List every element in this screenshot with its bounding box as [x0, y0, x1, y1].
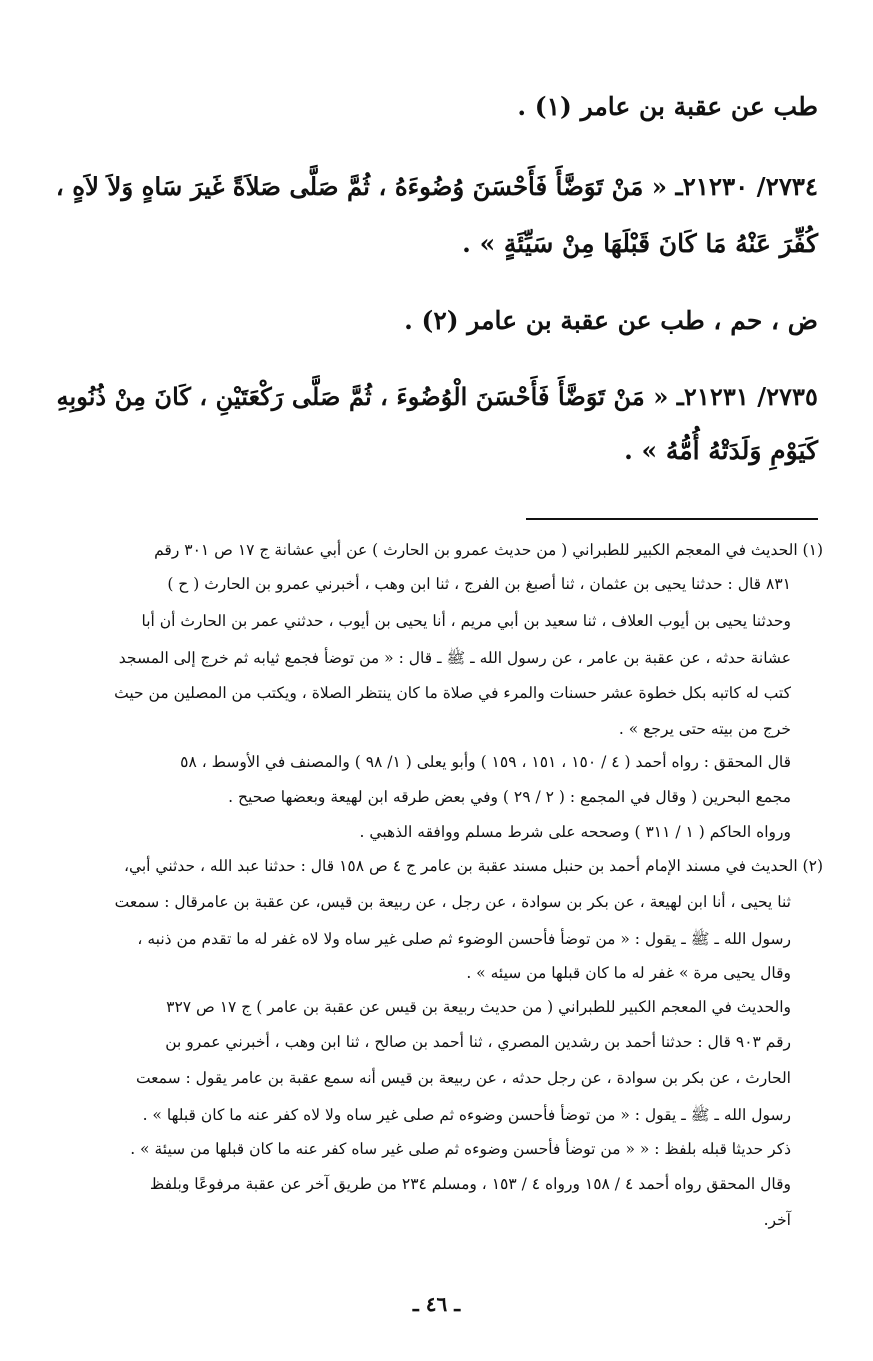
footnote-2-line: والحديث في المعجم الكبير للطبراني ( من حديث ربيعة بن قيس عن عقبة بن عامر ) ج ١٧ ص ٣٢٧ — [166, 998, 791, 1016]
footnote-1-line: قال المحقق : رواه أحمد ( ٤ / ١٥٠ ، ١٥١ ، ١٥٩ ) وأبو يعلى ( ١/ ٩٨ ) والمصنف في الأوسط ، ٥٨ — [180, 753, 791, 771]
hadith-2734-line-2: كُفِّرَ عَنْهُ مَا كَانَ قَبْلَهَا مِنْ سَيِّئَةٍ » . — [462, 229, 818, 258]
hadith-2734-line-1: ٢٧٣٤/ ٢١٢٣٠ـ « مَنْ تَوَضَّأَ فَأَحْسَنَ وُضُوءَهُ ، ثُمَّ صَلَّى صَلاَةً غَيرَ سَاهٍ وَلاَ لاَهٍ ، — [55, 172, 818, 201]
hadith-2735-line-1: ٢٧٣٥/ ٢١٢٣١ـ « مَنْ تَوَضَّأَ فَأَحْسَنَ الْوُضُوءَ ، ثُمَّ صَلَّى رَكْعَتَيْنِ ، كَانَ مِنْ ذُنُوبِهِ — [56, 382, 818, 411]
footnote-2-line: وقال يحيى مرة » غفر له ما كان قبلها من سيئه » . — [466, 964, 791, 982]
footnote-1-line: ٨٣١ قال : حدثنا يحيى بن عثمان ، ثنا أصبغ بن الفرج ، ثنا ابن وهب ، أخبرني عمرو بن الحارث ( ح ) — [167, 575, 791, 593]
source-line: طب عن عقبة بن عامر (١) . — [517, 92, 818, 121]
footnote-1-line: عشانة حدثه ، عن عقبة بن عامر ، عن رسول الله ـ ﷺ ـ قال : « من توضأ فجمع ثيابه ثم خرج إلى المسجد — [118, 649, 791, 667]
footnote-2-line: رسول الله ـ ﷺ ـ يقول : « من توضأ فأحسن الوضوء ثم صلى غير ساه ولا لاه غفر له ما تقدم من ذنبه ، — [137, 930, 791, 948]
footnote-2-line: ذكر حديثا قبله بلفظ : « « من توضأ فأحسن وضوءه ثم صلى غير ساه كفر عنه ما كان قبلها من سيئة » . — [130, 1140, 791, 1158]
footnote-1-line: مجمع البحرين ( وقال في المجمع : ( ٢ / ٢٩ ) وفي بعض طرقه ابن لهيعة وبعضها صحيح . — [228, 788, 791, 806]
footnote-1-line: خرج من بيته حتى يرجع » . — [618, 720, 791, 738]
footnote-1-line: كتب له كاتبه بكل خطوة عشر حسنات والمرء في صلاة ما كان ينتظر الصلاة ، ويكتب من المصلين من حيث — [114, 684, 791, 702]
hadith-2735-line-2: كَيَوْمِ وَلَدَتْهُ أُمُّهُ » . — [624, 436, 818, 465]
footnote-2-line: رقم ٩٠٣ قال : حدثنا أحمد بن رشدين المصري ، ثنا أحمد بن صالح ، ثنا ابن وهب ، أخبرني عمرو بن — [165, 1033, 791, 1051]
footnote-1-line: ورواه الحاكم ( ١ / ٣١١ ) وصححه على شرط مسلم ووافقه الذهبي . — [359, 823, 791, 841]
footnote-2-line: (٢) الحديث في مسند الإمام أحمد بن حنبل مسند عقبة بن عامر ج ٤ ص ١٥٨ قال : حدثنا عبد الله ، حدثني أبي، — [123, 857, 823, 875]
footnote-2-line: آخر. — [763, 1211, 791, 1229]
footnote-separator — [526, 518, 818, 520]
footnote-2-line: الحارث ، عن بكر بن سوادة ، عن رجل حدثه ، عن ربيعة بن قيس أنه سمع عقبة بن عامر يقول : سمعت — [135, 1069, 791, 1087]
source-line: ض ، حم ، طب عن عقبة بن عامر (٢) . — [404, 306, 818, 335]
page-number: ـ ٤٦ ـ — [412, 1292, 461, 1316]
footnote-2-line: ثنا يحيى ، أنا ابن لهيعة ، عن بكر بن سوادة ، عن رجل ، عن ربيعة بن قيس، عن عقبة بن عامرقال : سمعت — [114, 893, 791, 911]
footnote-2-line: وقال المحقق رواه أحمد ٤ / ١٥٨ ورواه ٤ / ١٥٣ ، ومسلم ٢٣٤ من طريق آخر عن عقبة مرفوعًا وبلفظ — [149, 1175, 791, 1193]
footnote-2-line: رسول الله ـ ﷺ ـ يقول : « من توضأ فأحسن وضوءه ثم صلى غير ساه ولا لاه كفر عنه ما كان قبلها » . — [142, 1106, 791, 1124]
footnote-1-line: وحدثنا يحيى بن أيوب العلاف ، ثنا سعيد بن أبي مريم ، أنا يحيى بن أيوب ، حدثني عمر بن الحارث أن أبا — [141, 612, 791, 630]
footnote-1-line: (١) الحديث في المعجم الكبير للطبراني ( من حديث عمرو بن الحارث ) عن أبي عشانة ج ١٧ ص ٣٠١ رقم — [154, 541, 823, 559]
